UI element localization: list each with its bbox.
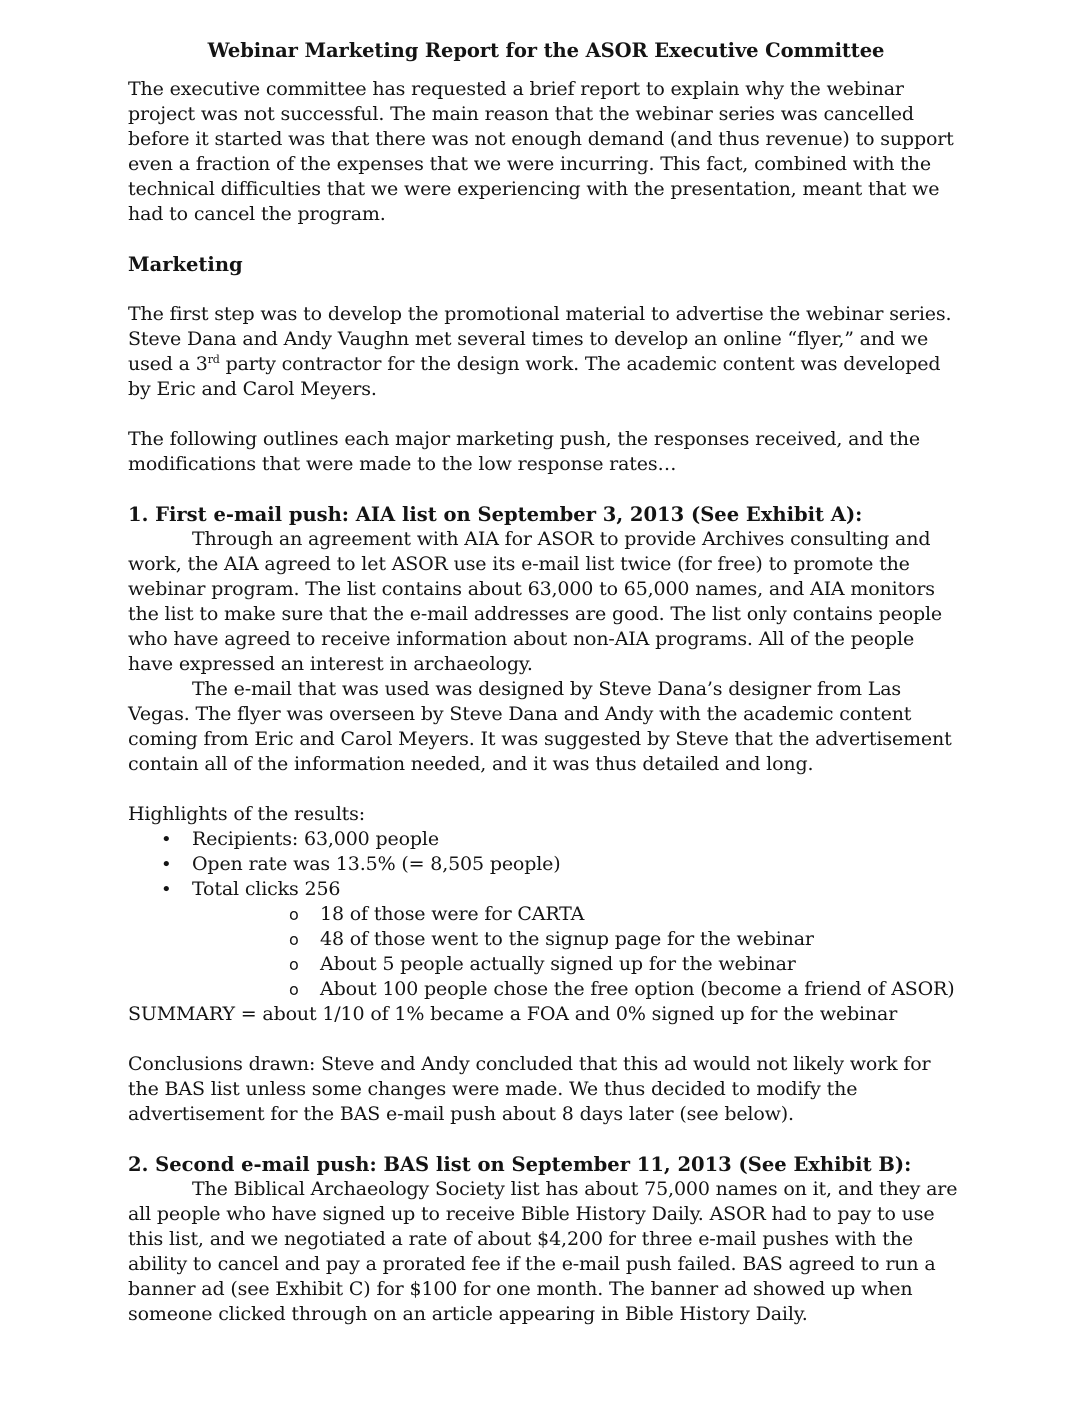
sublist-item [192,977,964,1002]
summary-line: SUMMARY = about 1/10 of 1% became a FOA and 0% signed up for the webinar [128,1003,898,1025]
section-2-paragraph-1: The Biblical Archaeology Society list has about 75,000 names on it, and they are all people who have signed up to receive Bible History Daily. ASOR had to pay to use this list, and we negotiated a rate of about $4,200 for three e-mail pushes with the ability to cancel and pay a prorated fee if the e-mail push failed. BAS agreed to run a banner ad (see Exhibit C) for $100 for one month. The banner ad showed up when someone clicked through on an article appearing in Bible History Daily. [128,1178,958,1325]
list-item-text: Total clicks 256 [192,878,341,900]
bullet-icon: • [161,829,172,850]
section-1-heading: 1. First e-mail push: AIA list on September 3, 2013 (See Exhibit A): [128,503,863,526]
document-page [128,38,964,1327]
circle-bullet-icon: o [289,930,299,949]
sublist-item-text: 18 of those were for CARTA [320,903,585,925]
spacer [128,402,964,427]
circle-bullet-icon: o [289,905,299,924]
bullet-icon: • [161,854,172,875]
ordinal-suffix: rd [207,353,220,366]
list-item [128,852,964,877]
highlights-list [128,827,964,1002]
list-item [128,827,964,852]
spacer [128,1027,964,1052]
marketing-paragraph-1-part-b: party contractor for the design work. The academic content was developed by Eric and Carol Meyers. [128,353,941,400]
sublist-item-text: About 100 people chose the free option (become a friend of ASOR) [320,978,955,1000]
section-1-paragraph-2: The e-mail that was used was designed by Steve Dana’s designer from Las Vegas. The flyer was overseen by Steve Dana and Andy with the academic content coming from Eric and Carol Meyers. It was suggested by Steve that the advertisement contain all of the information needed, and it was thus detailed and long. [128,678,952,775]
spacer [128,477,964,502]
spacer [128,227,964,252]
section-1-paragraph-1: Through an agreement with AIA for ASOR to provide Archives consulting and work, the AIA agreed to let ASOR use its e-mail list twice (for free) to promote the webinar program. The list contains about 63,000 to 65,000 names, and AIA monitors the list to make sure that the e-mail addresses are good. The list only contains people who have agreed to receive information about non-AIA programs. All of the people have expressed an interest in archaeology. [128,528,943,675]
sublist-item [192,902,964,927]
marketing-heading: Marketing [128,253,243,276]
sublist-item-text: About 5 people actually signed up for the webinar [320,953,796,975]
marketing-paragraph-1 [128,302,964,402]
spacer [128,777,964,802]
bullet-icon: • [161,879,172,900]
spacer [128,277,964,302]
spacer [128,1127,964,1152]
marketing-paragraph-1-part-a: The first step was to develop the promotional material to advertise the webinar series. Steve Dana and Andy Vaughn met several times to develop an online “flyer,” and we used a 3 [128,303,952,375]
section-2-heading: 2. Second e-mail push: BAS list on September 11, 2013 (See Exhibit B): [128,1153,912,1176]
conclusions-paragraph: Conclusions drawn: Steve and Andy concluded that this ad would not likely work for the BAS list unless some changes were made. We thus decided to modify the advertisement for the BAS e-mail push about 8 days later (see below). [128,1053,931,1125]
circle-bullet-icon: o [289,955,299,974]
highlights-label: Highlights of the results: [128,803,365,825]
sublist-item [192,952,964,977]
list-item-text: Recipients: 63,000 people [192,828,439,850]
clicks-sublist [192,902,964,1002]
list-item-text: Open rate was 13.5% (= 8,505 people) [192,853,561,875]
document-title: Webinar Marketing Report for the ASOR Executive Committee [207,39,885,62]
intro-paragraph: The executive committee has requested a brief report to explain why the webinar project was not successful. The main reason that the webinar series was cancelled before it started was that there was not enough demand (and thus revenue) to support even a fraction of the expenses that we were incurring. This fact, combined with the technical difficulties that we were experiencing with the presentation, meant that we had to cancel the program. [128,78,954,225]
list-item [128,877,964,1002]
marketing-paragraph-2: The following outlines each major marketing push, the responses received, and the modifications that were made to the low response rates… [128,428,920,475]
sublist-item-text: 48 of those went to the signup page for the webinar [320,928,814,950]
sublist-item [192,927,964,952]
circle-bullet-icon: o [289,980,299,999]
